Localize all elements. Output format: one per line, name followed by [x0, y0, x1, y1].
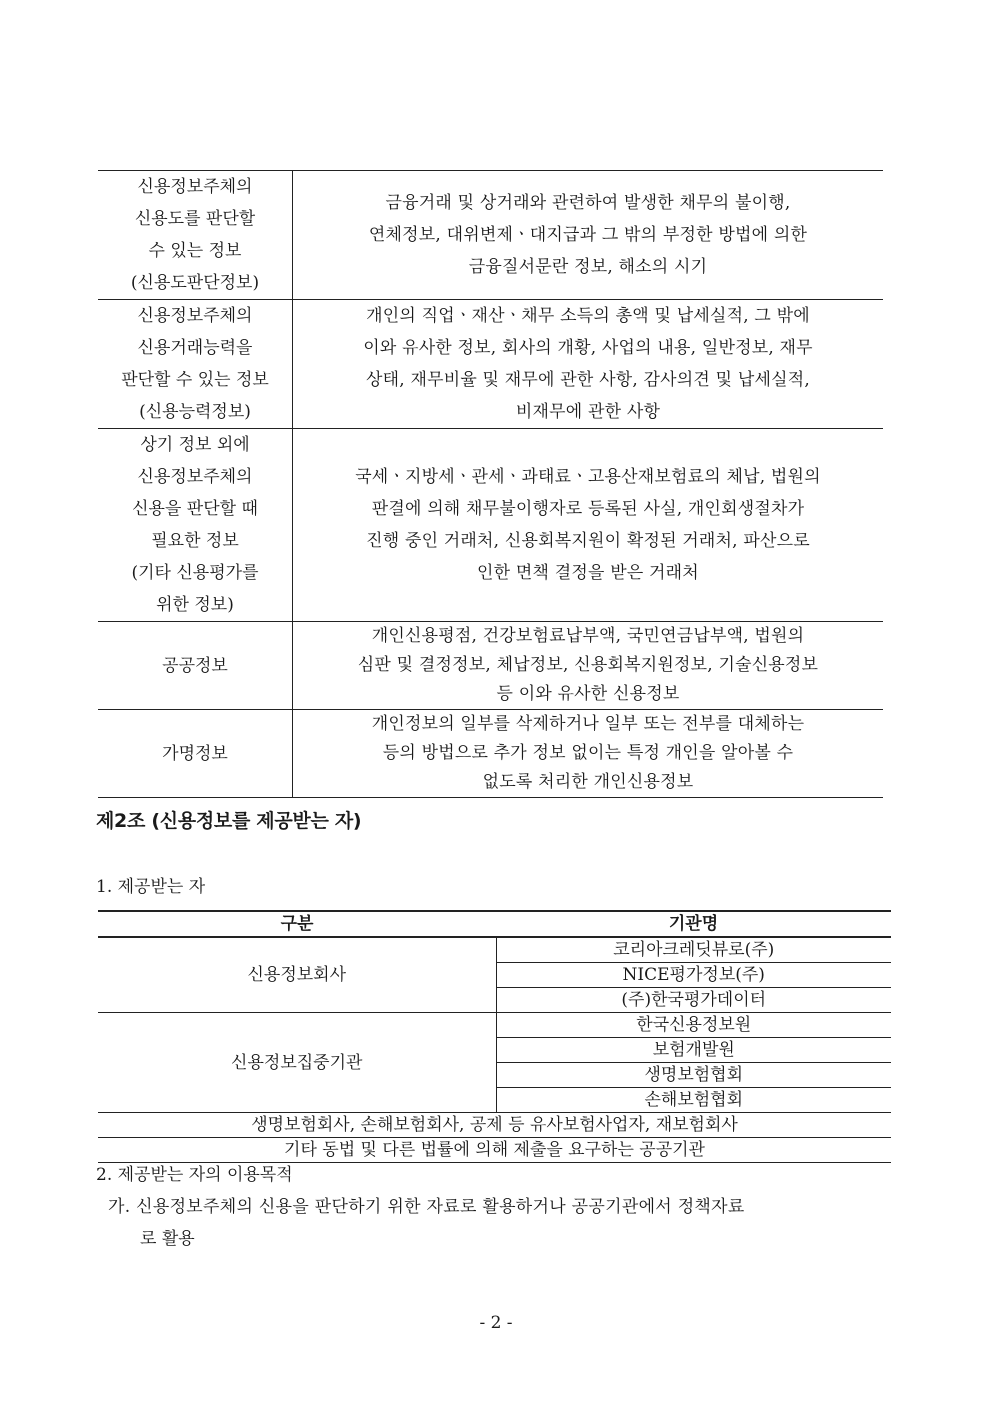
- table-row: [98, 300, 883, 429]
- description-cell: 개인정보의 일부를 삭제하거나 일부 또는 전부를 대체하는 등의 방법으로 추가 정보 없이는 특정 개인을 알아볼 수 없도록 처리한 개인신용정보: [293, 710, 884, 798]
- description-cell: 개인신용평점, 건강보험료납부액, 국민연금납부액, 법원의 심판 및 결정정보, 체납정보, 신용회복지원정보, 기술신용정보 등 이와 유사한 신용정보: [293, 622, 884, 710]
- recipients-table: [98, 910, 891, 1163]
- purpose-item-ga: 가. 신용정보주체의 신용을 판단하기 위한 자료로 활용하거나 공공기관에서 정책자료: [108, 1197, 745, 1217]
- category-cell: 신용정보회사: [98, 937, 496, 1013]
- org-cell: (주)한국평가데이터: [496, 988, 891, 1013]
- article-heading: 제2조 (신용정보를 제공받는 자): [96, 810, 362, 832]
- full-width-cell: 기타 동법 및 다른 법률에 의해 제출을 요구하는 공공기관: [98, 1138, 891, 1163]
- table-row: [98, 429, 883, 622]
- credit-info-table: [98, 170, 883, 798]
- table-row: [98, 171, 883, 300]
- description-cell: 국세ㆍ지방세ㆍ관세ㆍ과태료ㆍ고용산재보험료의 체납, 법원의 판결에 의해 채무불이행자로 등록된 사실, 개인회생절차가 진행 중인 거래처, 신용회복지원이 확정된 거래처, 파산으로 인한 면책 결정을 받은 거래처: [293, 429, 884, 622]
- org-cell: 생명보험협회: [496, 1063, 891, 1088]
- term-cell: 공공정보: [98, 622, 293, 710]
- column-header-org: 기관명: [496, 911, 891, 937]
- page-number: - 2 -: [479, 1313, 513, 1333]
- table-row: [98, 1013, 891, 1038]
- table-row: [98, 710, 883, 798]
- org-cell: NICE평가정보(주): [496, 963, 891, 988]
- term-cell: 신용정보주체의 신용거래능력을 판단할 수 있는 정보 (신용능력정보): [98, 300, 293, 429]
- term-cell: 상기 정보 외에 신용정보주체의 신용을 판단할 때 필요한 정보 (기타 신용평가를 위한 정보): [98, 429, 293, 622]
- section-title-recipients: 1. 제공받는 자: [96, 877, 206, 897]
- description-cell: 금융거래 및 상거래와 관련하여 발생한 채무의 불이행, 연체정보, 대위변제ㆍ대지급과 그 밖의 부정한 방법에 의한 금융질서문란 정보, 해소의 시기: [293, 171, 884, 300]
- term-cell: 가명정보: [98, 710, 293, 798]
- full-width-cell: 생명보험회사, 손해보험회사, 공제 등 유사보험사업자, 재보험회사: [98, 1113, 891, 1138]
- org-cell: 보험개발원: [496, 1038, 891, 1063]
- column-header-category: 구분: [98, 911, 496, 937]
- purpose-item-ga-continuation: 로 활용: [140, 1229, 195, 1249]
- table-row: [98, 622, 883, 710]
- table-row: [98, 1138, 891, 1163]
- description-cell: 개인의 직업ㆍ재산ㆍ채무 소득의 총액 및 납세실적, 그 밖에 이와 유사한 정보, 회사의 개황, 사업의 내용, 일반정보, 재무 상태, 재무비율 및 재무에 관한 사항, 감사의견 및 납세실적, 비재무에 관한 사항: [293, 300, 884, 429]
- org-cell: 코리아크레딧뷰로(주): [496, 937, 891, 963]
- org-cell: 손해보험협회: [496, 1088, 891, 1113]
- section-title-purpose: 2. 제공받는 자의 이용목적: [96, 1165, 293, 1185]
- table-row: [98, 937, 891, 963]
- table-header-row: [98, 911, 891, 937]
- term-cell: 신용정보주체의 신용도를 판단할 수 있는 정보 (신용도판단정보): [98, 171, 293, 300]
- category-cell: 신용정보집중기관: [98, 1013, 496, 1113]
- table-row: [98, 1113, 891, 1138]
- org-cell: 한국신용정보원: [496, 1013, 891, 1038]
